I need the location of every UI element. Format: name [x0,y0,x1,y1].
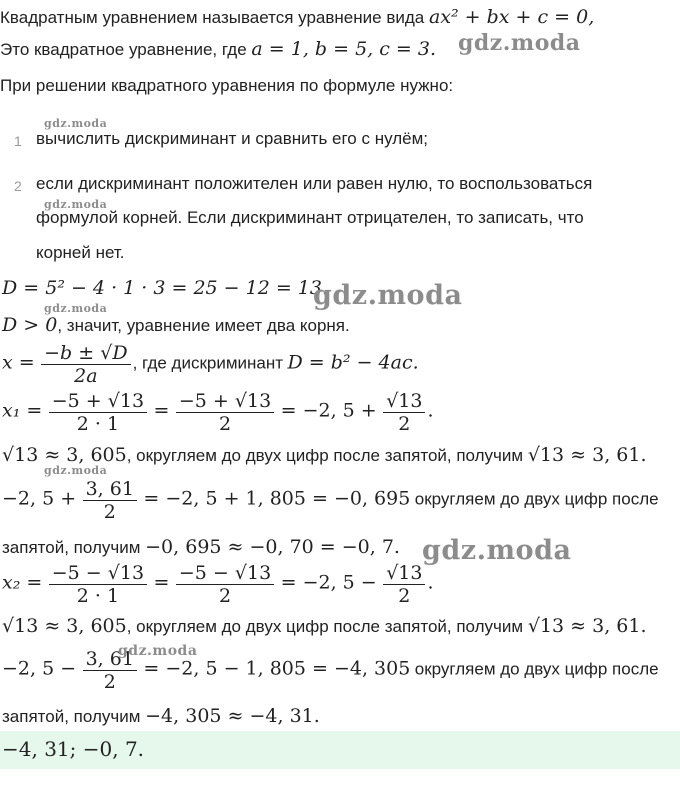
step-2-number: 2 [14,178,22,194]
discriminant-comparison: D > 0, значит, уравнение имеет два корня. [2,314,350,336]
intro-line-2: Это квадратное уравнение, где a = 1, b = 5, c = 3. [0,38,437,60]
watermark: gdz.moda [313,280,463,311]
x2-fraction-3: $\frac{√13}{2}$ [383,562,425,607]
answer-text: −4, 31; −0, 7. [2,737,145,761]
discriminant-formula: D = 5² − 4 · 1 · 3 = 25 − 12 = 13. [2,277,329,299]
watermark: gdz.moda [44,302,108,315]
x2-fraction-1: $\frac{-5 - √13}{2 \cdot 1}$ [49,562,147,607]
watermark: gdz.moda [422,535,572,566]
x1-calculation-line: −2, 5 + $\frac{3, 61}{2}$ = −2, 5 + 1, 805 = −0, 695 округляем до двух цифр после [2,478,659,523]
step-1-text: вычислить дискриминант и сравнить его с нулём; [36,129,429,148]
intro-line-1: Квадратным уравнением называется уравнение вида ax² + bx + c = 0, [0,6,595,28]
watermark: gdz.moda [44,198,108,211]
x2-formula-line: x₂ = $\frac{-5 - √13}{2 \cdot 1}$ = $\frac{-5 - √13}{2}$ = −2, 5 − $\frac{√13}{2}$ . [2,562,434,607]
coefficients-formula: a = 1, b = 5, c = 3. [251,38,437,60]
step-2-text-line-3: корней нет. [36,243,125,262]
intro-line-3: При решении квадратного уравнения по формуле нужно: [0,76,454,95]
roots-fraction: $\frac{-b \pm √D}{2a}$ [41,342,130,387]
x2-calculation-line: −2, 5 − $\frac{3, 61}{2}$ = −2, 5 − 1, 805 = −4, 305 округляем до двух цифр после [2,648,659,693]
x1-formula-line: x₁ = $\frac{-5 + √13}{2 \cdot 1}$ = $\frac{-5 + √13}{2}$ = −2, 5 + $\frac{√13}{2}$ . [2,390,434,435]
watermark: gdz.moda [118,643,198,659]
x1-fraction-1: $\frac{-5 + √13}{2 \cdot 1}$ [49,390,147,435]
x2-calc-fraction: $\frac{3, 61}{2}$ [83,648,137,693]
answer-box [0,731,680,769]
sqrt-rounding-line-2: √13 ≈ 3, 605, округляем до двух цифр после запятой, получим √13 ≈ 3, 61. [2,615,647,637]
x1-fraction-2: $\frac{-5 + √13}{2}$ [176,390,274,435]
x1-result-line: запятой, получим −0, 695 ≈ −0, 70 = −0, 7. [2,536,400,558]
step-1-number: 1 [14,133,22,149]
sqrt-rounding-line-1: √13 ≈ 3, 605, округляем до двух цифр после запятой, получим √13 ≈ 3, 61. [2,444,647,466]
x1-fraction-3: $\frac{√13}{2}$ [383,390,425,435]
watermark: gdz.moda [458,30,581,56]
x1-calc-fraction: $\frac{3, 61}{2}$ [83,478,137,523]
roots-formula-line: x = $\frac{-b \pm √D}{2a}$ , где дискриминант D = b² − 4ac. [2,342,419,387]
x2-fraction-2: $\frac{-5 - √13}{2}$ [176,562,274,607]
step-2-text-line-2: формулой корней. Если дискриминант отрицателен, то записать, что [36,208,584,227]
x2-result-line: запятой, получим −4, 305 ≈ −4, 31. [2,705,320,727]
watermark: gdz.moda [44,464,108,477]
step-2-text-line-1: если дискриминант положителен или равен нулю, то воспользоваться [36,174,593,193]
watermark: gdz.moda [44,117,108,130]
quadratic-general-form: ax² + bx + c = 0, [428,6,595,28]
